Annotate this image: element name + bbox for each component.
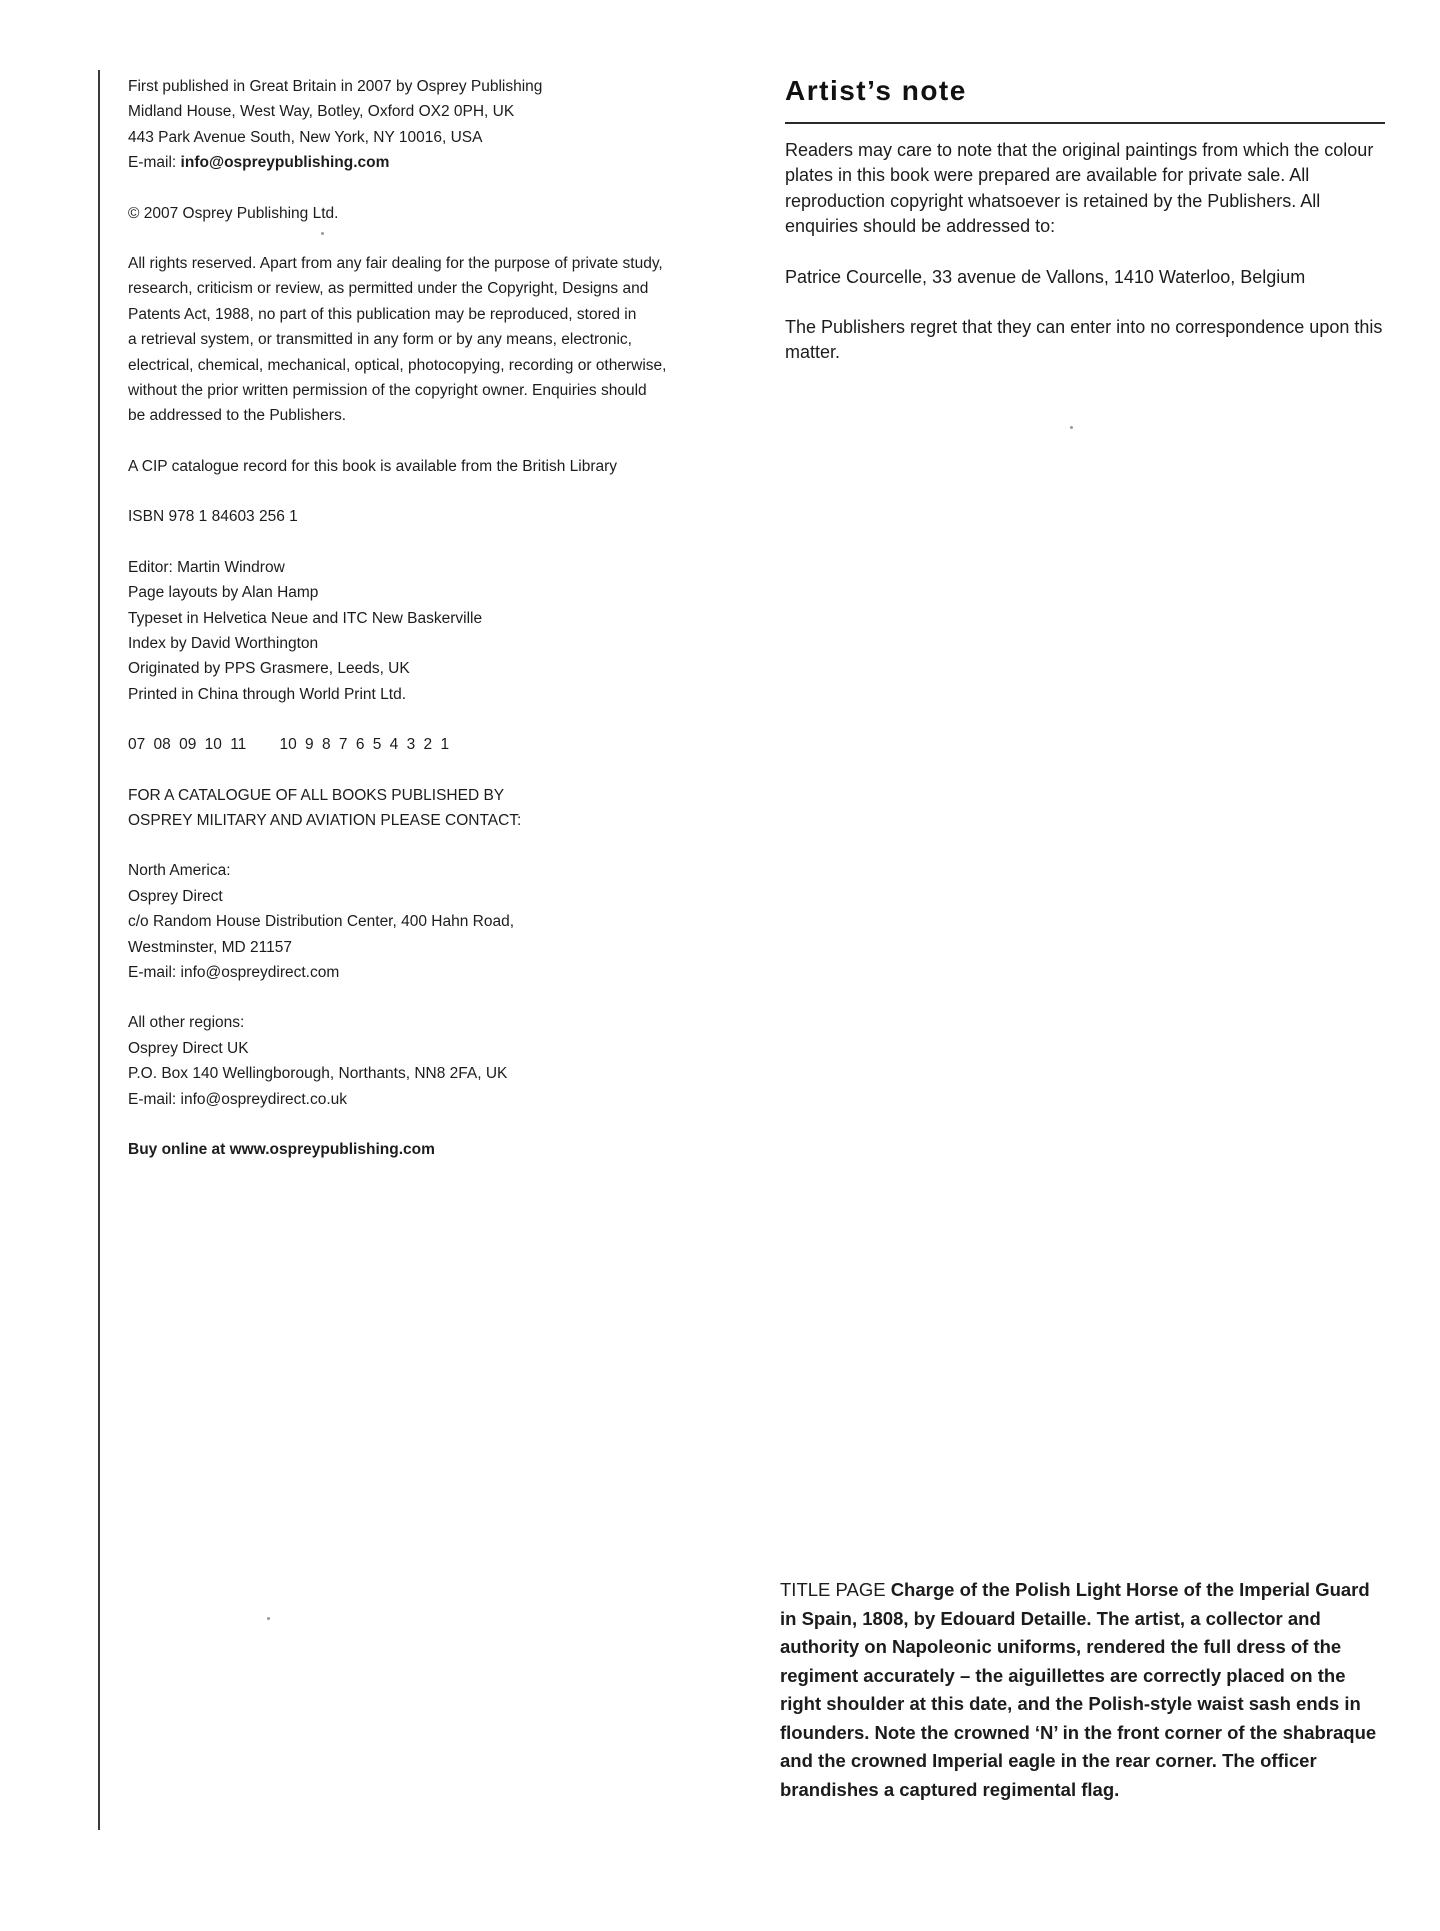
speck [267, 1617, 270, 1620]
contact-line: c/o Random House Distribution Center, 400 Hahn Road, [128, 913, 514, 931]
caption-body: Charge of the Polish Light Horse of the Imperial Guard in Spain, 1808, by Edouard Detaille. The artist, a collector and authority on Napoleonic uniforms, rendered the full dress of the regiment accurately – the aiguillettes are correctly placed on the right shoulder at this date, and the Polish-style waist sash ends in flounders. Note the crowned ‘N’ in the front corner of the shabraque and the crowned Imperial eagle in the rear corner. The officer brandishes a captured regimental flag. [780, 1579, 1377, 1800]
contact-email: E-mail: info@ospreydirect.co.uk [128, 1090, 348, 1108]
contact-line: Osprey Direct UK [128, 1039, 249, 1057]
contact-line: All other regions: [128, 1014, 245, 1032]
artists-note-address: Patrice Courcelle, 33 avenue de Vallons, 1410 Waterloo, Belgium [785, 266, 1306, 287]
print-series [128, 732, 768, 757]
isbn-text: ISBN 978 1 84603 256 1 [128, 508, 298, 526]
catalogue-line: OSPREY MILITARY AND AVIATION PLEASE CONTACT: [128, 811, 522, 829]
isbn [128, 504, 768, 529]
title-page-caption [780, 1576, 1385, 1804]
contact-north-america [128, 858, 768, 985]
contact-email: E-mail: info@ospreydirect.com [128, 963, 340, 981]
credit-line: Index by David Worthington [128, 634, 319, 652]
credit-line: Typeset in Helvetica Neue and ITC New Baskerville [128, 609, 483, 627]
rights-line: without the prior written permission of the copyright owner. Enquiries should [128, 382, 647, 400]
margin-rule [98, 70, 100, 1830]
publisher-email [128, 150, 768, 175]
title-rule [785, 122, 1385, 124]
email-value: info@ospreypublishing.com [180, 154, 390, 172]
address-line: First published in Great Britain in 2007 by Osprey Publishing [128, 78, 543, 95]
buy-online-text: Buy online at www.ospreypublishing.com [128, 1141, 435, 1158]
print-series-text: 07 08 09 10 11 10 9 8 7 6 5 4 3 2 1 [128, 736, 450, 754]
speck [1070, 426, 1073, 429]
rights-line: research, criticism or review, as permitted under the Copyright, Designs and [128, 280, 649, 298]
publisher-address [128, 74, 768, 176]
production-credits [128, 555, 768, 707]
rights-line: a retrieval system, or transmitted in any form or by any means, electronic, [128, 331, 632, 349]
credit-line: Editor: Martin Windrow [128, 558, 285, 576]
artists-note-title: Artist’s note [785, 75, 967, 106]
artists-note-column [785, 72, 1385, 391]
copyright-text: © 2007 Osprey Publishing Ltd. [128, 204, 339, 222]
contact-other-regions [128, 1010, 768, 1112]
catalogue-notice [128, 783, 768, 834]
credit-line: Page layouts by Alan Hamp [128, 584, 319, 602]
rights-statement [128, 251, 768, 429]
cip-text: A CIP catalogue record for this book is available from the British Library [128, 457, 618, 475]
caption-lead: TITLE PAGE [780, 1579, 891, 1600]
contact-line: North America: [128, 862, 231, 880]
credit-line: Originated by PPS Grasmere, Leeds, UK [128, 660, 410, 678]
rights-line: All rights reserved. Apart from any fair dealing for the purpose of private study, [128, 255, 663, 273]
artists-note-paragraph: Readers may care to note that the original paintings from which the colour plates in this book were prepared are available for private sale. All reproduction copyright whatsoever is retained by the Publishers. All enquiries should be addressed to: [785, 140, 1374, 237]
contact-line: Westminster, MD 21157 [128, 938, 292, 956]
catalogue-line: FOR A CATALOGUE OF ALL BOOKS PUBLISHED BY [128, 786, 505, 804]
cip-record [128, 454, 768, 479]
contact-line: P.O. Box 140 Wellingborough, Northants, NN8 2FA, UK [128, 1065, 508, 1083]
rights-line: electrical, chemical, mechanical, optical, photocopying, recording or otherwise, [128, 356, 667, 374]
rights-line: Patents Act, 1988, no part of this publication may be reproduced, stored in [128, 305, 637, 323]
copyright-notice [128, 201, 768, 226]
imprint-column [128, 74, 768, 1187]
rights-line: be addressed to the Publishers. [128, 407, 346, 425]
address-line: Midland House, West Way, Botley, Oxford OX2 0PH, UK [128, 103, 515, 121]
credit-line: Printed in China through World Print Ltd. [128, 685, 407, 703]
email-label: E-mail: [128, 154, 181, 172]
buy-online [128, 1137, 768, 1162]
contact-line: Osprey Direct [128, 887, 223, 905]
speck [321, 232, 324, 235]
artists-note-disclaimer: The Publishers regret that they can enter into no correspondence upon this matter. [785, 317, 1383, 363]
address-line: 443 Park Avenue South, New York, NY 10016, USA [128, 128, 483, 146]
